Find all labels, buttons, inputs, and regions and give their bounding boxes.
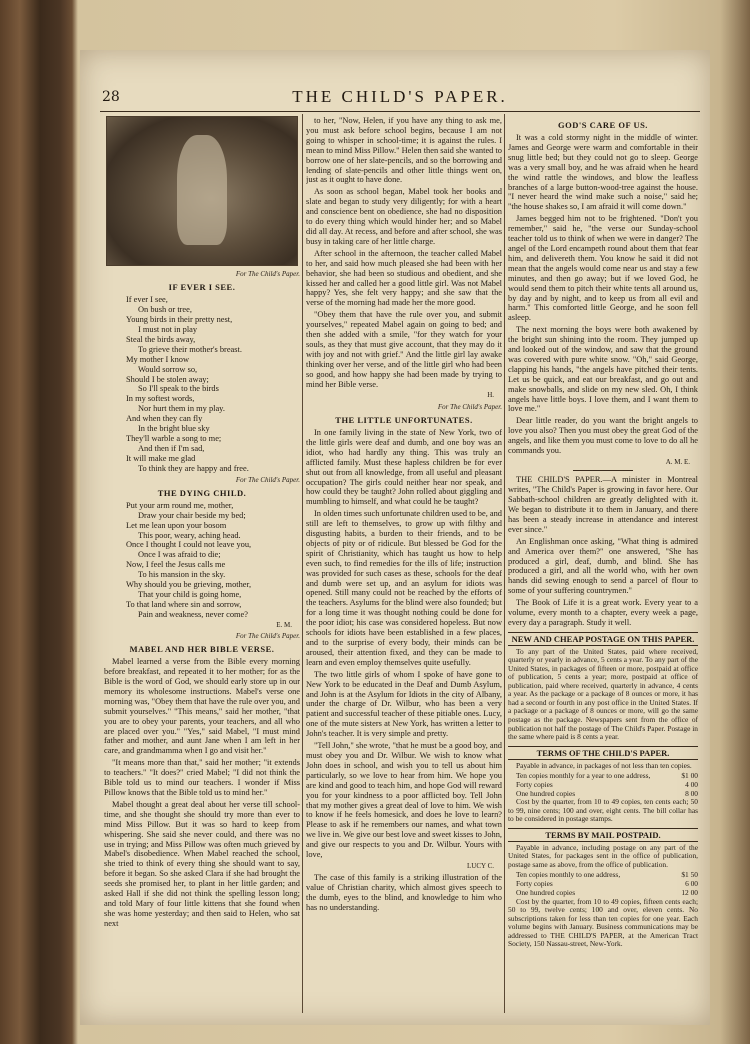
rate-label: Forty copies: [516, 879, 553, 889]
paragraph: "It means more than that," said her mother; "it extends to teachers." "It does?" cried Mabel; "I did not think the Bible told us to mind our teachers. I wonder if Miss Pillow knows that the Bible told us to mind her.": [104, 758, 300, 798]
column-2: [306, 116, 502, 1013]
paragraph: Dear little reader, do you want the bright angels to love you also? Then you must obey the great God of the angels, and like them you must come to love to do all he commands you.: [508, 416, 698, 456]
rate-price: 4 00: [685, 779, 698, 789]
story-little-unfortunates: [306, 428, 502, 860]
rate-price: $1 00: [681, 771, 698, 781]
paragraph: "Tell John," she wrote, "that he must be a good boy, and must obey you and Dr. Wilbur. We wish to know what John does in school, and wish you to tell us about him particularly, so we love to hear from him. We hope you are kind and good to teach him, and hope God will reward you for your kindness to a poor afflicted boy. Tell John that my mother gives a great deal of love to him. We wish to know if he feels homesick, and does he love to learn? Please to ask if he remembers our names, and what town we live in. We give our best love and sweet kisses to John, and give our respects to you and Dr. Wilbur. Yours with love,: [306, 741, 502, 860]
paragraph: In one family living in the state of New York, two of the little girls were deaf and dumb, and one boy was an idiot, who had hardly any thing. This was truly an afflicted family. Must these hapless children be for ever shut out from all knowledge, from all useful and pleasant occupation? The girls could neither hear nor speak, and how could they be taught? John rolled about giggling and mumbling to himself, and what could he be taught?: [306, 427, 502, 507]
poem-line: I must not in play: [138, 324, 198, 334]
rate-price: 6 00: [685, 879, 698, 889]
paragraph: Mabel learned a verse from the Bible every morning before breakfast, and repeated it to her mother; for as the Bible is the word of God, we should early store up in our memory its wholesome instructions. Mabel's verse one morning was, "Obey them that have the rule over you, and submit yourselves." "This means," said her mother, "that you are to obey your parents, your teachers, and all who are placed over you." "Yes," said Mabel, "I must mind father and mother, and aunt Jane when I am left in her care, and grandmamma when I go and visit her.": [104, 657, 300, 756]
terms-note: Payable in advance, in packages of not less than ten copies.: [516, 760, 692, 770]
poem-line: Put your arm round me, mother,: [126, 500, 234, 510]
poem-the-dying-child: [104, 501, 300, 620]
paragraph: The two little girls of whom I spoke of have gone to New York to be educated in the Deaf and Dumb Asylum, and John is at the Asylum for Idiots in the city of Albany, under the charge of Dr. Wilbur, who has been a very patient and successful teacher of these pitiable ones. Lucy, one of the mute sisters at New York, has written a letter to John's teacher. It is very simple and pretty.: [306, 669, 502, 739]
notice-title: TERMS BY MAIL POSTPAID.: [508, 828, 698, 842]
poem-line: They'll warble a song to me;: [126, 433, 222, 443]
signature: A. M. E.: [665, 458, 690, 467]
rate-price: 12 00: [681, 887, 698, 897]
poem-line: And then if I'm sad,: [138, 443, 205, 453]
short-notes: [508, 475, 698, 628]
poem-line: Would sorrow so,: [138, 364, 198, 374]
paragraph: THE CHILD'S PAPER.—A minister in Montreal writes, "The Child's Paper is growing in favor here. Our Sabbath-school children are greatly delighted with it. We began to distribute it to them in January, and there has been a steady increase in attendance and interest ever since.": [508, 475, 698, 534]
rate-label: One hundred copies: [516, 788, 576, 798]
column-3: [508, 116, 698, 1013]
notice-title: NEW AND CHEAP POSTAGE ON THIS PAPER.: [508, 632, 698, 646]
poem-line: That your child is going home,: [138, 590, 242, 599]
rate-label: Forty copies: [516, 779, 553, 789]
poem-line: So I'll speak to the birds: [138, 384, 219, 394]
signature: LUCY C.: [467, 861, 494, 870]
paragraph: to her, "Now, Helen, if you have any thing to ask me, you must ask before school begins, because I am not going to whisper in school-time; it is against the rules. I mean to mind Miss Pillow." Helen then said she wanted to borrow one of her slate-pencils, and so the borrowing and lending of slate-pencils and other little things went on, just as it ought to have done.: [306, 116, 502, 185]
poem-title: IF EVER I SEE.: [168, 282, 236, 293]
poem-line: This poor, weary, aching head.: [138, 530, 241, 540]
rate-label: One hundred copies: [516, 887, 576, 897]
credit-line: For The Child's Paper.: [437, 402, 502, 411]
terms-footer: Cost by the quarter, from 10 to 49 copies, fifteen cents each; 50 to 99, twelve cents; 100 and over, eleven cents. No subscriptions taken for less than ten copies for one year. Each volume begins with January. Business communications may be addressed to THE CHILD'S PAPER, at the American Tract Society, 150 Nassau-street, New-York.: [508, 896, 698, 949]
notice-title: TERMS OF THE CHILD'S PAPER.: [508, 746, 698, 760]
signature: E. M.: [276, 620, 292, 629]
story-title: MABEL AND HER BIBLE VERSE.: [129, 644, 275, 655]
paragraph: It was a cold stormy night in the middle of winter. James and George were warm and comfortable in their snug little bed; but they could not go to sleep. George was a very small boy, and he was afraid when he heard the wind rattle the windows, and blow the leafless branches of a large button-wood-tree against the house. "I never heard the wind make such a noise," said he; "the house shakes so, I am afraid it will come down.": [508, 133, 698, 212]
paragraph: An Englishman once asking, "What thing is admired and America over them?" one answered, "She has produced a girl, deaf, dumb, and blind. She has produced a girl, and all the world who, with her own hands did sewing enough to send a parcel of flour to some of your suffering countrymen.": [508, 536, 698, 596]
poem-line: Draw your chair beside my bed;: [138, 510, 246, 520]
poem-line: Should I be stolen away;: [126, 374, 209, 384]
poem-line: Let me lean upon your bosom: [126, 520, 227, 530]
rate-price: $1 50: [681, 870, 698, 880]
poem-line: On bush or tree,: [138, 305, 192, 315]
poem-line: To that land where sin and sorrow,: [126, 599, 242, 609]
page-header: [100, 85, 700, 112]
terms-note: Payable in advance, including postage on any part of the United States, for packages sent in the office of publication, postage same as above, from the office of publication.: [508, 842, 698, 869]
rate-label: Ten copies monthly to one address,: [516, 870, 621, 880]
credit-line: For The Child's Paper.: [235, 270, 300, 278]
story-mabel: [104, 657, 300, 928]
page-number: 28: [102, 89, 120, 105]
poem-line: In the bright blue sky: [138, 424, 210, 434]
paragraph: As soon as school began, Mabel took her books and slate and began to study very diligently; for with a heart and conscience bent on obedience, she had no disposition to do every thing which would hinder her; and so Mabel did all day. At recess, and before and after school, she was busy in taking care of her little charge.: [306, 187, 502, 246]
engraving-illustration: [106, 116, 298, 266]
rate-price: 8 00: [685, 788, 698, 798]
credit-line: For The Child's Paper.: [235, 631, 300, 640]
poem-line: Young birds in their pretty nest,: [126, 315, 233, 325]
rate-table: [508, 871, 698, 897]
column-1: [104, 116, 300, 1013]
poem-line: Why should you be grieving, mother,: [126, 580, 252, 590]
poem-line: Once I thought I could not leave you,: [126, 540, 252, 550]
poem-line: In my softest words,: [126, 394, 195, 404]
paragraph: In olden times such unfortunate children used to be, and still are left to themselves, to grow up with filthy and disgusting habits, a burden to their friends, and to be objects of pity or of ridicule. But blessed be God for the spirit of Christianity, which has taught us how to help even such, to find remedies for the ills of life; instruction was provided for such cases as these, schools for the deaf and dumb were set up, and an asylum for idiots was opened. Still many could not be reached by the efforts of the teachers. Asylums for the blind were also founded; but for a long time it was thought nothing could be done for the poor idiot; his case was considered hopeless. But now schools for idiots have been established in a few places, and to the surprise of every body, their minds can be aroused, their attention fixed, and they can be made to learn and even employ themselves quite usefully.: [306, 509, 502, 667]
poem-title: THE DYING CHILD.: [157, 487, 247, 498]
terms-footer: Cost by the quarter, from 10 to 49 copies, ten cents each; 50 to 99, nine cents; 100 and over, eight cents. The bill collar has to be considered in postage stamps.: [508, 797, 698, 824]
credit-line: For The Child's Paper.: [235, 475, 300, 484]
postage-notice: To any part of the United States, paid where received, quarterly or yearly in advance, 5 cents a year. To any part of the United States, in packages of fifteen or more, postpaid at office of publication, 5 cents a year; more, postpaid at office of publication, paid where received, quarterly in advance, 4 cents a year. As the package or a package of 8 ounces or more, it has had a second or fourth in any post office in the United States. If a package or a package of 8 ounces or more, will go the same postage as the package. Newspapers sent from the office of publication not half the postage of The Child's Paper. Postage in the same where paid is 8 cents a year.: [508, 646, 698, 742]
story-title: THE LITTLE UNFORTUNATES.: [335, 414, 473, 425]
poem-line: Nor hurt them in my play.: [138, 404, 225, 414]
poem-line: To his mansion in the sky.: [138, 570, 226, 580]
rate-label: Ten copies monthly for a year to one address,: [516, 771, 651, 781]
paragraph: The Book of Life it is a great work. Every year to a volume, every month to a chapter, every week a page, every day a paragraph. Study it well.: [508, 598, 698, 627]
newspaper-page: [80, 50, 710, 1025]
poem-line: My mother I know: [126, 354, 190, 364]
paragraph: The next morning the boys were both awakened by the bright sun shining into the room. They jumped up and looked out of the window, and saw that the ground was covered with pure white snow. "Oh," said George, clapping his hands, "the angels have pitched their tents. Let us be quick, and eat our breakfast, and go out and make snowballs, and slide on my new sled. Oh, I think angels have little boys. I love them, and I want them to love me.": [508, 325, 698, 414]
paragraph: "Obey them that have the rule over you, and submit yourselves," repeated Mabel again on going to bed; and then she added with a smile, "for they watch for your souls, as they that must give account, that they may do it with joy and not with grief." And the little girl lay awake thinking over her verse, and of the little girl who had been so good, and how happy she had been made by trying to mind her Bible verse.: [306, 310, 502, 389]
poem-line: Steal the birds away,: [126, 334, 196, 344]
story-mabel-continued: [306, 116, 502, 389]
story-title: GOD'S CARE OF US.: [558, 120, 648, 130]
separator: [573, 470, 633, 471]
story-gods-care: [508, 133, 698, 456]
poem-line: And when they can fly: [126, 414, 203, 424]
paragraph: James begged him not to be frightened. "Don't you remember," said he, "the verse our Sunday-school teacher told us to think of when we were in danger? The angel of the Lord encampeth round about them that fear him, and delivereth them. You know he said it did not mean that the angels would come near us and stay a few minutes, and then go away; but if we loved God, he would send them to pitch their white tents all around us, by day and by night, and to keep us from all evil and harm." This comforted little George, and he soon fell asleep.: [508, 214, 698, 323]
column-divider: [302, 114, 303, 1013]
paragraph: Mabel thought a great deal about her verse till school-time, and she thought she should try more than ever to mind Miss Pillow. But it was so hard to keep from whispering. She said she never could, and there was no use in trying; and Miss Pillow was often much grieved by Mabel's disobedience. When Mabel reached the school, she tried to think of every thing she should want to say, before it began. So she asked Clara if she had brought the seeds she promised her, to plant in her little garden; and asked Hall if she did not think the spelling lesson long; and told Mary of four little kittens that she found when she was home yesterday; and then said to Helen, who sat next: [104, 799, 300, 928]
poem-if-ever-i-see: [104, 295, 300, 473]
signature: H.: [487, 391, 494, 400]
poem-line: To think they are happy and free.: [138, 463, 249, 473]
poem-line: It will make me glad: [126, 453, 196, 463]
poem-line: Pain and weakness, never come?: [138, 609, 248, 619]
poem-line: Now, I feel the Jesus calls me: [126, 560, 226, 570]
poem-line: If ever I see,: [126, 295, 168, 305]
paper-title: THE CHILD'S PAPER.: [292, 87, 508, 106]
paragraph: After school in the afternoon, the teacher called Mabel to her, and said how much pleased she had been with her behavior, she had been so studious and obedient, and she kissed her and called her a good little girl. Was not Mabel happy? Yes, she felt very happy; and she saw that the verse of the morning had made her the more good.: [306, 248, 502, 308]
paragraph: The case of this family is a striking illustration of the value of Christian charity, which almost gives speech to the dumb, eyes to the blind, and knowledge to him who has no understanding.: [306, 873, 502, 912]
rate-table: [508, 772, 698, 798]
column-divider: [504, 114, 505, 1013]
poem-line: Once I was afraid to die;: [138, 550, 221, 560]
poem-line: To grieve their mother's breast.: [138, 344, 242, 354]
